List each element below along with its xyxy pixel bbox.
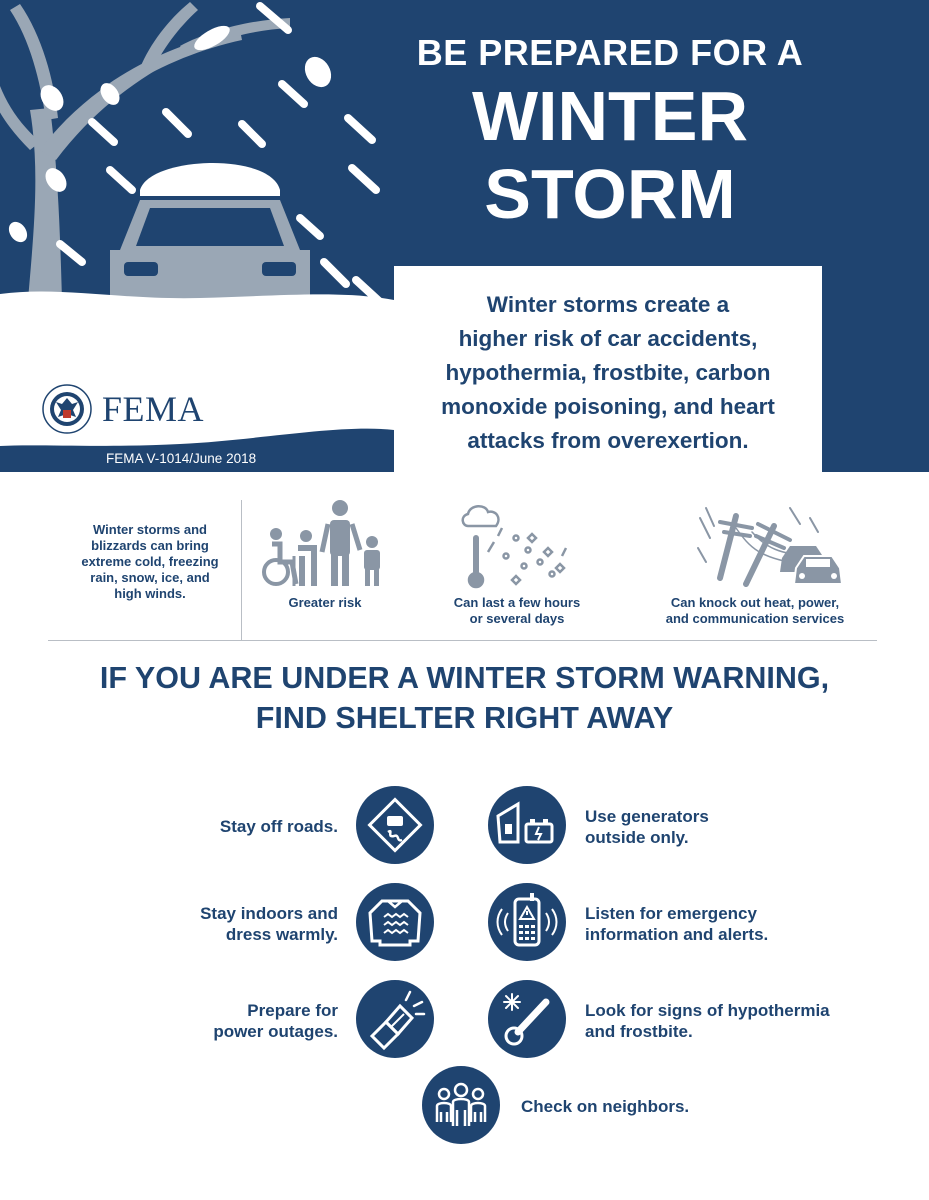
action-line: dress warmly.	[225, 925, 338, 944]
facts-intro-line: high winds.	[114, 586, 186, 601]
risk-statement-box	[394, 266, 822, 472]
risk-line: attacks from overexertion.	[467, 428, 749, 453]
facts-intro	[60, 522, 240, 602]
fema-wordmark: FEMA	[102, 389, 205, 429]
thermometer-snow-icon	[432, 498, 602, 590]
action-line: Listen for emergency	[585, 904, 757, 923]
fema-logo	[42, 384, 204, 434]
action-generators-label	[585, 806, 885, 848]
slippery-road-icon	[356, 786, 434, 864]
risk-line: monoxide poisoning, and heart	[441, 394, 775, 419]
risk-line: higher risk of car accidents,	[458, 326, 758, 351]
warning-line: IF YOU ARE UNDER A WINTER STORM WARNING,	[99, 661, 830, 695]
action-line: power outages.	[213, 1022, 338, 1041]
headline-line-1: BE PREPARED FOR A	[416, 32, 804, 73]
action-line: information and alerts.	[585, 925, 769, 944]
action-stay-indoors-label	[138, 903, 338, 945]
neighbors-icon	[422, 1066, 500, 1144]
facts-intro-line: extreme cold, freezing	[81, 554, 219, 569]
action-hypothermia-label	[585, 1000, 885, 1042]
action-power-outages-label	[138, 1000, 338, 1042]
document-id: FEMA V-1014/June 2018	[106, 451, 257, 466]
warning-line: FIND SHELTER RIGHT AWAY	[255, 701, 674, 735]
dhs-seal-icon	[42, 384, 92, 434]
headline-line-2: WINTER	[471, 77, 749, 155]
cold-thermometer-icon	[488, 980, 566, 1058]
fact-duration	[432, 498, 602, 627]
facts-intro-line: Winter storms and	[92, 522, 207, 537]
fact-power-outage	[640, 498, 870, 627]
action-line: Prepare for	[247, 1001, 338, 1020]
warning-heading	[0, 658, 929, 738]
action-line: outside only.	[585, 828, 689, 847]
action-alerts-label	[585, 903, 885, 945]
fact-label: Can last a few hours	[453, 595, 581, 610]
headline-line-3: STORM	[484, 155, 736, 233]
action-stay-off-roads-label	[138, 816, 338, 837]
generator-icon	[488, 786, 566, 864]
fact-label: or several days	[469, 611, 565, 626]
facts-divider	[241, 500, 242, 640]
section-divider	[48, 640, 877, 641]
action-line: Look for signs of hypothermia	[585, 1001, 830, 1020]
downed-power-lines-icon	[640, 498, 870, 590]
sweater-icon	[356, 883, 434, 961]
action-neighbors-label	[521, 1096, 821, 1117]
risk-statement	[394, 288, 822, 458]
action-line: and frostbite.	[585, 1022, 693, 1041]
facts-intro-line: blizzards can bring	[91, 538, 209, 553]
risk-line: hypothermia, frostbite, carbon	[445, 360, 771, 385]
fact-greater-risk	[250, 498, 400, 611]
action-line: Stay indoors and	[200, 904, 338, 923]
phone-alert-icon	[488, 883, 566, 961]
action-line: Check on neighbors.	[521, 1097, 690, 1116]
risk-line: Winter storms create a	[486, 292, 730, 317]
fact-label: Can knock out heat, power,	[670, 595, 840, 610]
fact-label: Greater risk	[288, 595, 362, 610]
fact-label: and communication services	[665, 611, 845, 626]
action-line: Stay off roads.	[219, 817, 338, 836]
flashlight-icon	[356, 980, 434, 1058]
action-line: Use generators	[585, 807, 709, 826]
facts-intro-line: rain, snow, ice, and	[90, 570, 210, 585]
people-group-icon	[250, 498, 400, 590]
hero-banner	[0, 0, 929, 472]
